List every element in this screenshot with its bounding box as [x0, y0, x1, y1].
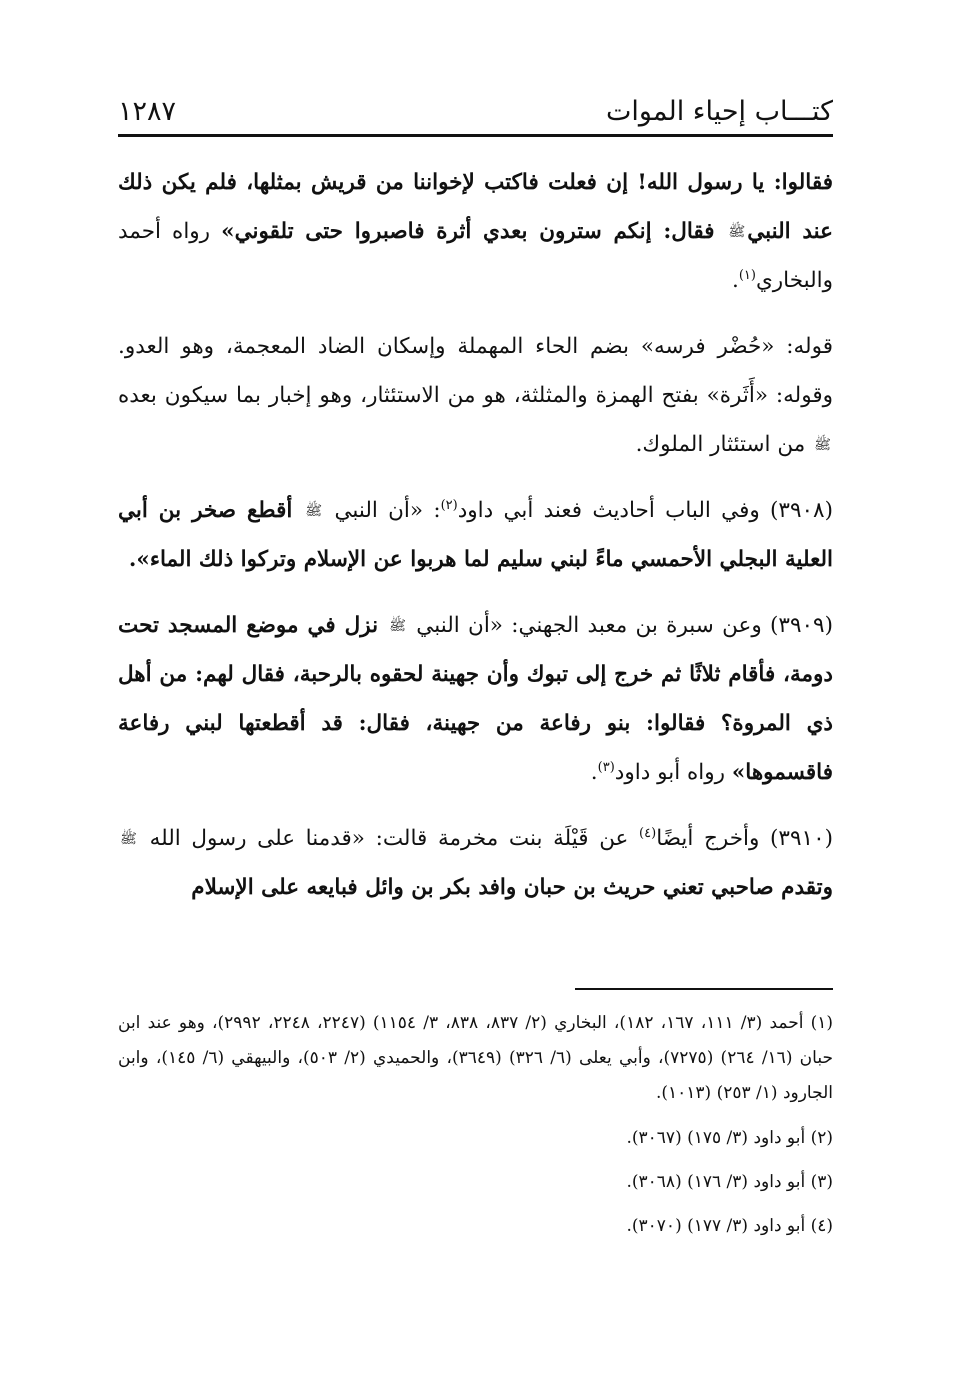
running-header — [118, 92, 833, 136]
page-number: ١٢٨٧ — [118, 96, 177, 127]
quoted-text: فقال: إنكم سترون بعدي أثرة فاصبروا حتى تلقوني» — [221, 219, 727, 244]
paragraph-2 — [118, 322, 833, 469]
punctuation: . — [590, 760, 598, 785]
narration-text: : «أن النبي — [324, 498, 441, 523]
quoted-text: فقالوا: يا رسول الله! إن فعلت فاكتب لإخواننا من قريش بمثلها، فلم يكن ذلك عند النبي — [118, 170, 833, 244]
footnote-4: (٤) أبو داود (٣/ ١٧٧) (٣٠٧٠). — [626, 1216, 833, 1236]
quoted-text: وتقدم صاحبي تعني حريث بن حبان وافد بكر بن وائل فبايعه على الإسلام — [191, 875, 833, 900]
narration-text: وفي الباب أحاديث فعند أبي داود — [457, 498, 771, 523]
paragraph-3909 — [118, 601, 833, 797]
quoted-text: أقطع صخر بن أبي العلية البجلي الأحمسي ماءً لبني سليم لما هربوا عن الإسلام وتركوا ذلك الماء». — [118, 498, 833, 572]
narration-text: عن قَيْلَة بنت مخرمة قالت: «قدمنا على رسول الله — [138, 826, 640, 851]
chapter-title: كتـــاب إحياء الموات — [605, 96, 833, 127]
salutation-glyph: ﷺ — [814, 437, 831, 453]
salutation-glyph: ﷺ — [305, 503, 323, 519]
footnote-divider — [575, 988, 833, 990]
footnote-2: (٢) أبو داود (٣/ ١٧٥) (٣٠٦٧). — [626, 1128, 833, 1148]
paragraph-1 — [118, 158, 833, 305]
footnote-ref[interactable]: (٤) — [639, 825, 657, 841]
footnote-ref[interactable]: (١) — [738, 267, 756, 283]
footnote-3: (٣) أبو داود (٣/ ١٧٦) (٣٠٦٨). — [626, 1172, 833, 1192]
salutation-glyph: ﷺ — [120, 831, 137, 847]
narration-text: رواه أحمد والبخاري — [118, 219, 833, 293]
footnote-1: (١) أحمد (٣/ ١١١، ١٦٧، ١٨٢)، البخاري (٢/ ٨٣٧، ٨٣٨، ٣/ ١١٥٤) (٢٢٤٧، ٢٢٤٨، ٢٩٩٢)، وهو عند ابن حبان (١٦/ ٢٦٤) (٧٢٧٥)، وأبي يعلى (٦/ ٣٢٦) (٣٦٤٩)، والحميدي (٢/ ٥٠٣)، والبيهقي (٦/ ١٤٥)، وابن الجارود (١/ ٢٥٣) (١٠١٣). — [118, 1013, 834, 1103]
paragraph-3908 — [118, 486, 833, 584]
quoted-text: نزل في موضع المسجد تحت دومة، فأقام ثلاثًا ثم خرج إلى تبوك وأن جهينة لحقوه بالرحبة، فقال لهم: من أهل ذي المروة؟ فقالوا: بنو رفاعة من جهينة، فقال: قد أقطعتها لبني رفاعة فاقسموها» — [118, 613, 833, 785]
hadith-number: (٣٩٠٩) — [770, 613, 833, 638]
hadith-number: (٣٩١٠) — [770, 826, 834, 851]
punctuation: . — [731, 268, 739, 293]
commentary-text: من استئثار الملوك. — [635, 432, 813, 457]
header-divider — [118, 134, 833, 137]
commentary-text: قوله: «حُضْر فرسه» بضم الحاء المهملة وإسكان الضاد المعجمة، وهو العدو. وقوله: «أَثَرة» بفتح الهمزة والمثلثة، هو من الاستئثار، وهو إخبار بما سيكون بعده — [118, 334, 833, 408]
paragraph-3910 — [118, 814, 833, 912]
narration-text: رواه أبو داود — [614, 760, 732, 785]
narration-text: وعن سبرة بن معبد الجهني: «أن النبي — [408, 613, 771, 638]
footnote-ref[interactable]: (٢) — [440, 497, 458, 513]
hadith-number: (٣٩٠٨) — [770, 498, 833, 523]
salutation-glyph: ﷺ — [389, 618, 406, 634]
footnote-ref[interactable]: (٣) — [597, 759, 615, 775]
footnotes — [118, 1006, 833, 1253]
salutation-glyph: ﷺ — [728, 224, 746, 240]
main-text — [118, 158, 833, 926]
narration-text: وأخرج أيضًا — [656, 826, 771, 851]
